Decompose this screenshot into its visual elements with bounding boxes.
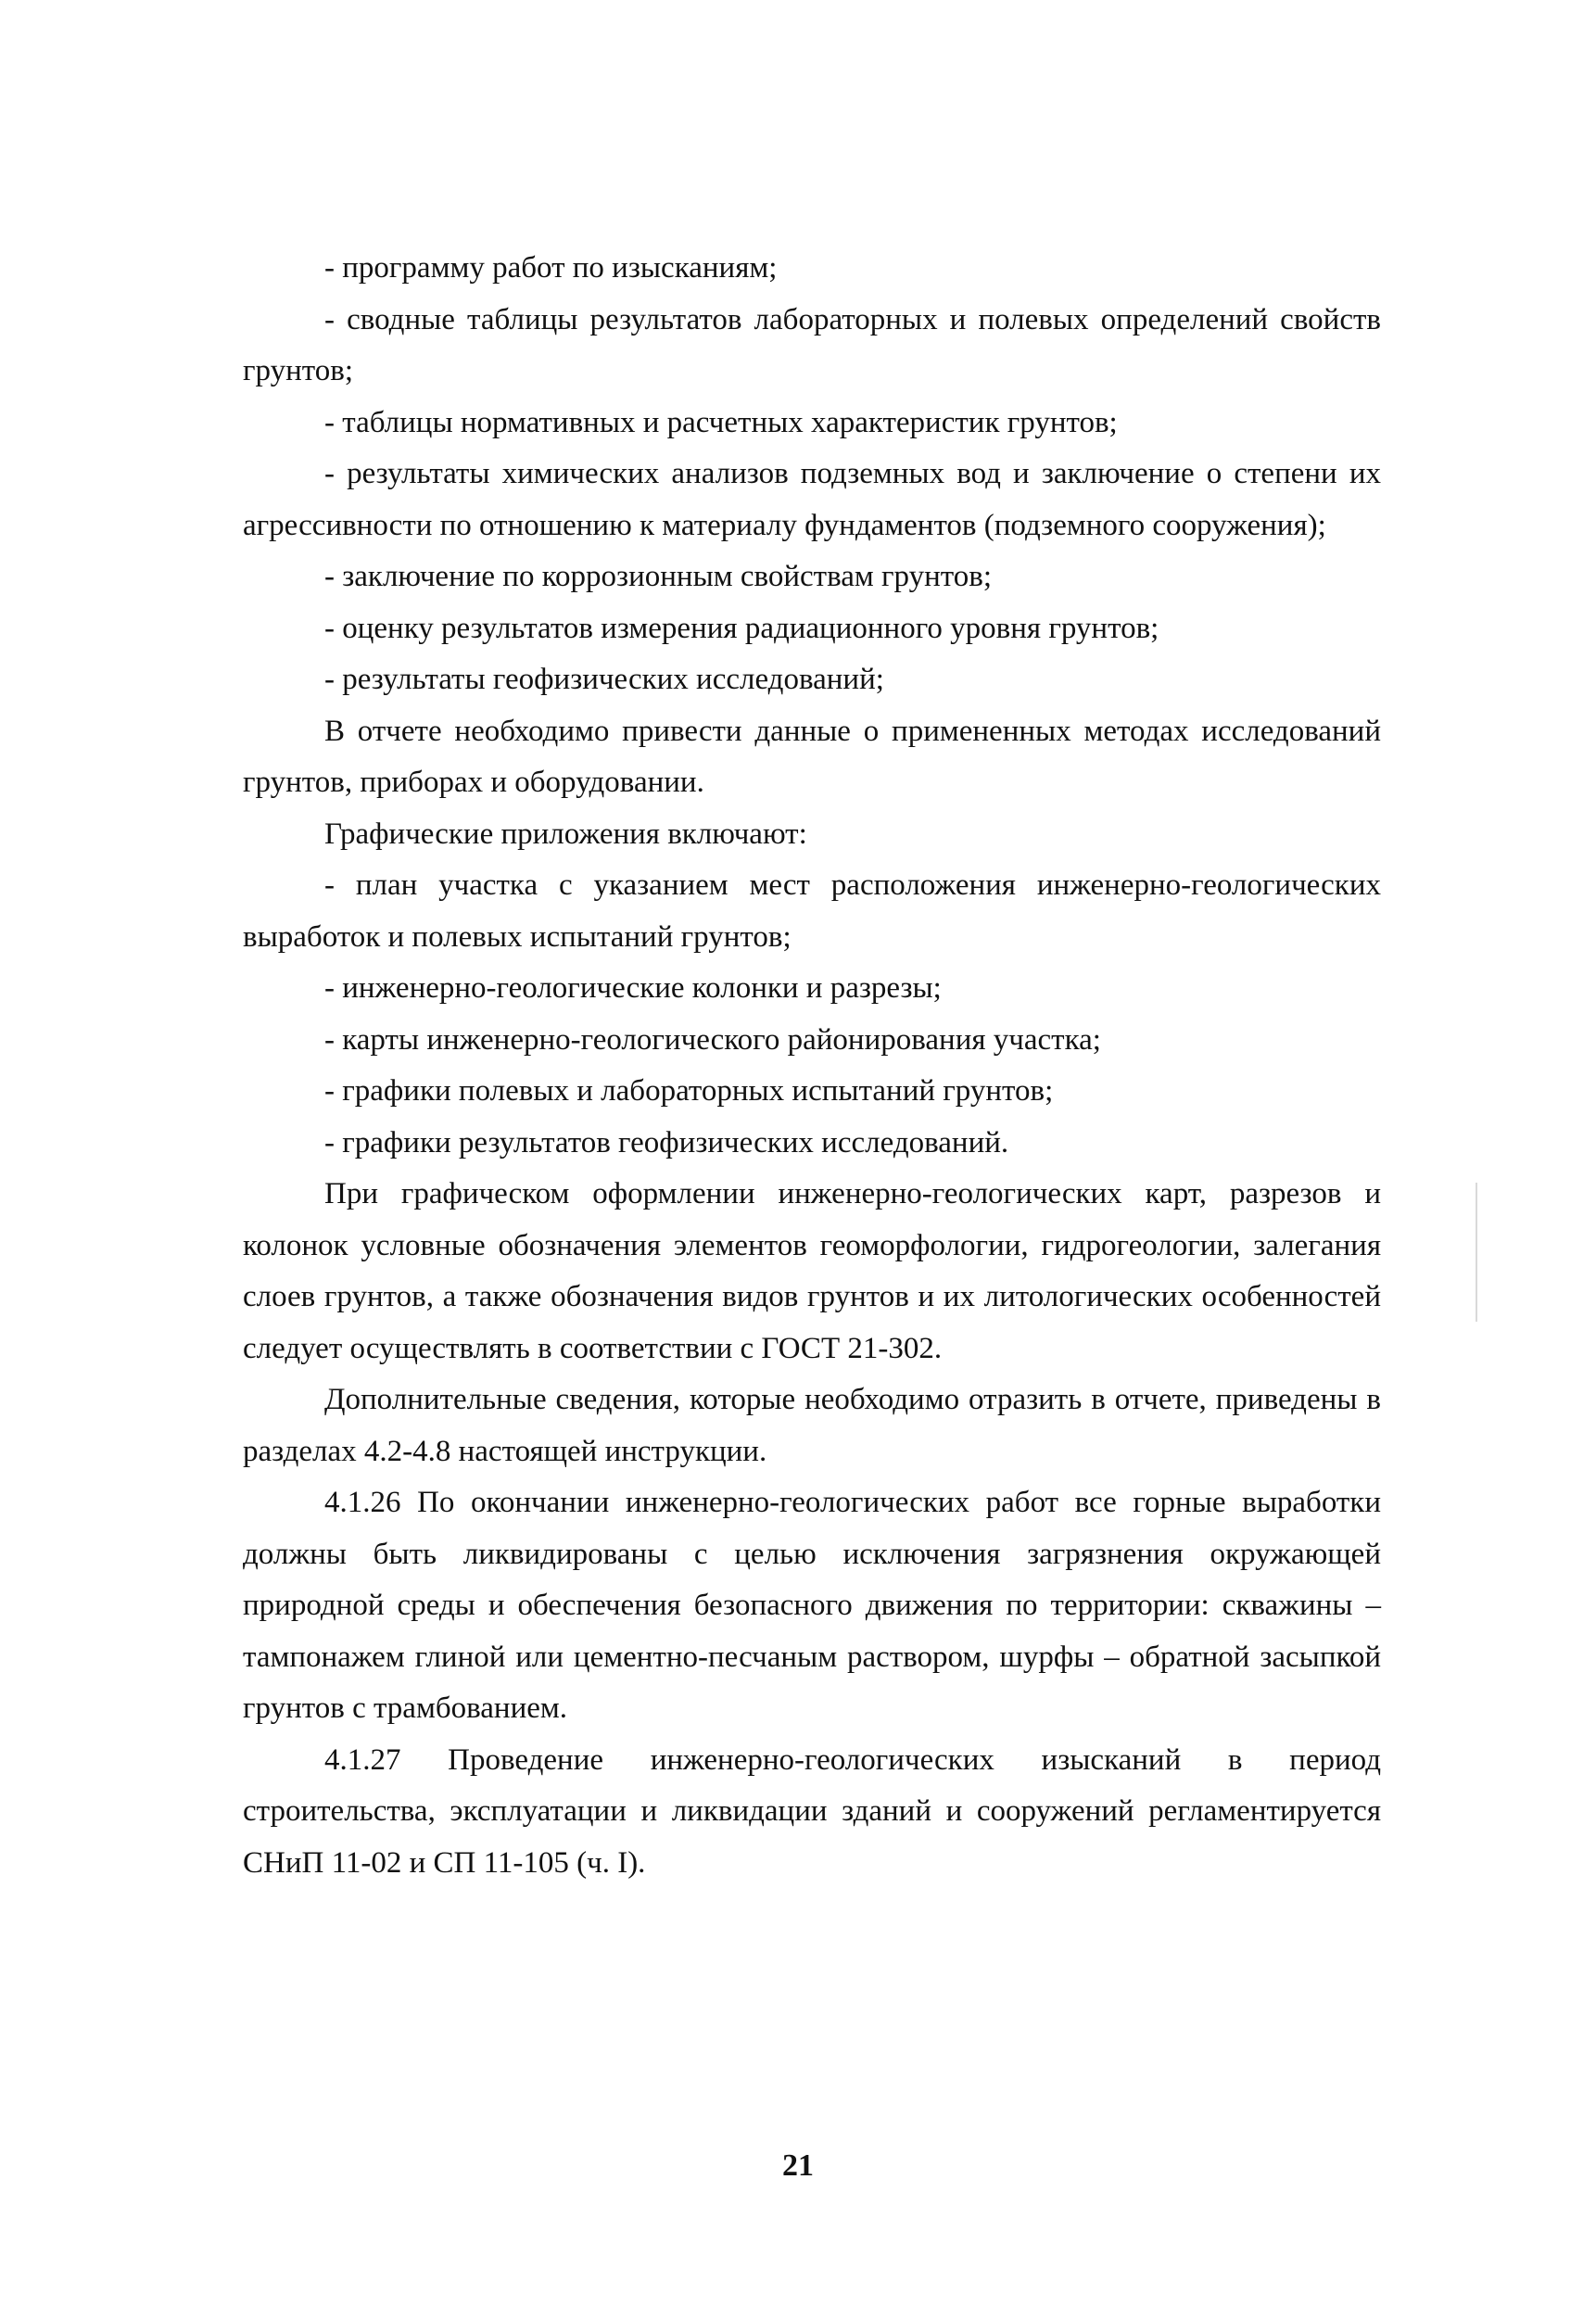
list-item-site-plan: - план участка с указанием мест расположения инженерно-геологических выработок и полевых испытаний грунтов; — [243, 868, 1381, 954]
list-item-normative-tables: - таблицы нормативных и расчетных характеристик грунтов; — [324, 405, 1118, 439]
list-item-summary-tables: - сводные таблицы результатов лабораторных и полевых определений свойств грунтов; — [243, 302, 1381, 387]
paragraph-additional-info: Дополнительные сведения, которые необходимо отразить в отчете, приведены в разделах 4.2-4.8 настоящей инструкции. — [243, 1383, 1381, 1468]
scan-artifact-line — [1476, 1183, 1477, 1322]
list-item-chemical-analysis: - результаты химических анализов подземных вод и заключение о степени их агрессивности по отношению к материалу фундаментов (подземного сооружения); — [243, 457, 1381, 542]
page-number: 21 — [782, 2148, 814, 2183]
list-item-test-graphs: - графики полевых и лабораторных испытаний грунтов; — [324, 1074, 1054, 1108]
list-item-geophysics: - результаты геофизических исследований; — [324, 663, 884, 696]
list-item-radiation: - оценку результатов измерения радиационного уровня грунтов; — [324, 611, 1159, 645]
list-item-corrosion: - заключение по коррозионным свойствам грунтов; — [324, 560, 993, 593]
paragraph-graphic-design: При графическом оформлении инженерно-геологических карт, разрезов и колонок условные обозначения элементов геоморфологии, гидрогеологии, залегания слоев грунтов, а также обозначения видов грунтов и их литологических особенностей следует осуществлять в соответствии с ГОСТ 21-302. — [243, 1177, 1381, 1365]
clause-4-1-27: 4.1.27 Проведение инженерно-геологических изысканий в период строительства, эксплуатации и ликвидации зданий и сооружений регламентируется СНиП 11-02 и СП 11-105 (ч. I). — [243, 1742, 1381, 1880]
list-item-zoning-maps: - карты инженерно-геологического районирования участка; — [324, 1022, 1101, 1057]
paragraph-methods: В отчете необходимо привести данные о примененных методах исследований грунтов, приборах и оборудовании. — [243, 714, 1381, 799]
list-item-geophysics-graphs: - графики результатов геофизических исследований. — [324, 1125, 1009, 1159]
paragraph-graphic-appendices: Графические приложения включают: — [324, 817, 807, 851]
list-item-columns-sections: - инженерно-геологические колонки и разрезы; — [324, 971, 942, 1005]
body-text — [243, 243, 1381, 1889]
clause-4-1-26: 4.1.26 По окончании инженерно-геологических работ все горные выработки должны быть ликвидированы с целью исключения загрязнения окружающей природной среды и обеспечения безопасного движения по территории: скважины – тампонажем глиной или цементно-песчаным раствором, шурфы – обратной засыпкой грунтов с трамбованием. — [243, 1486, 1381, 1725]
list-item-work-program: - программу работ по изысканиям; — [324, 251, 778, 285]
